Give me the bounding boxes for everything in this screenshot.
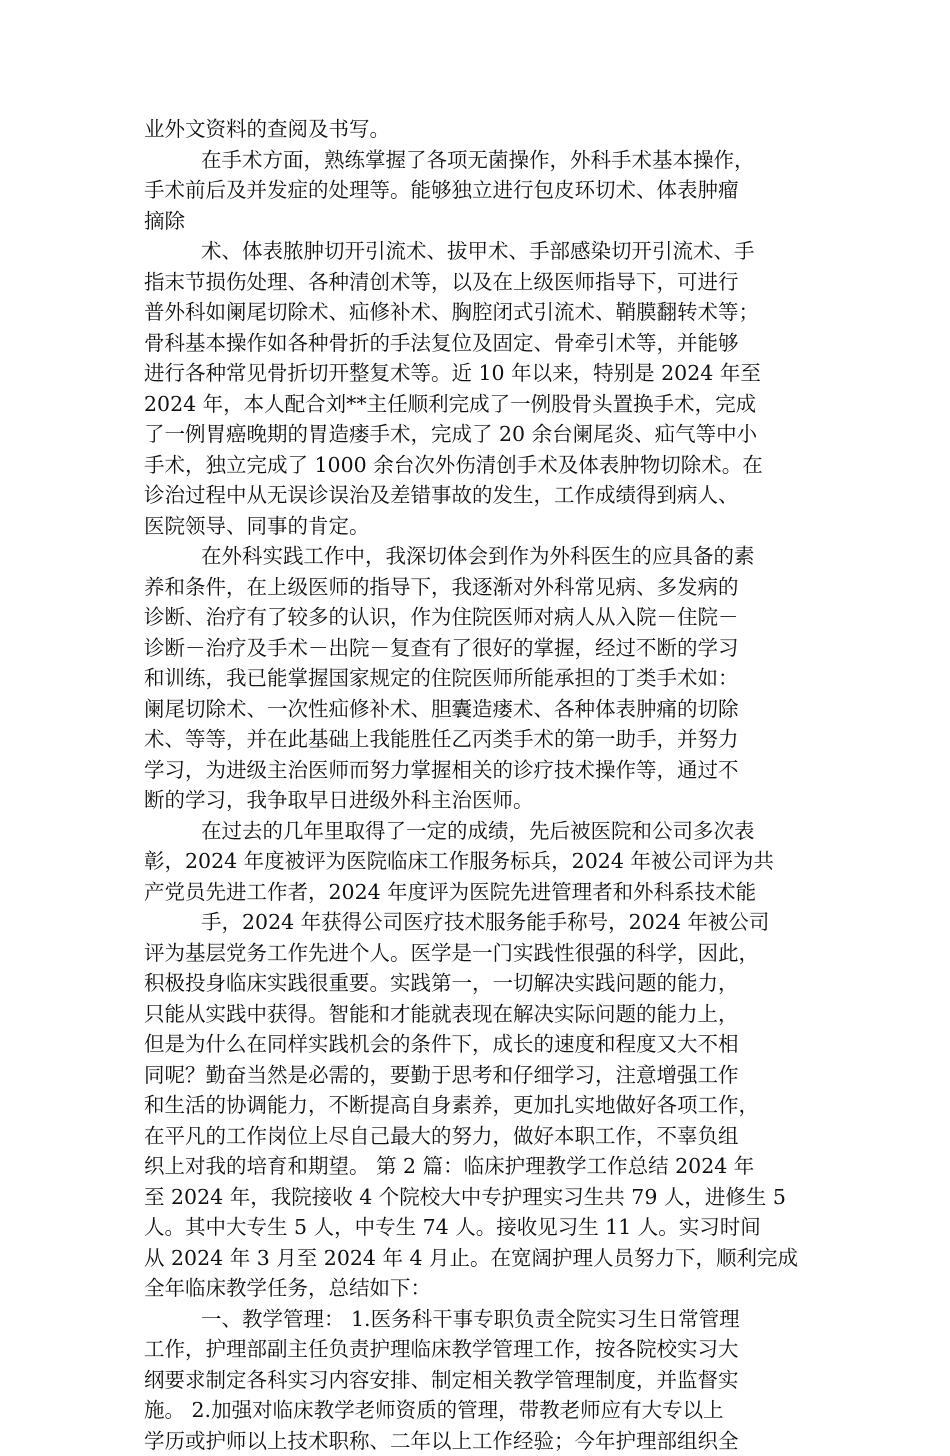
text-line: 养和条件，在上级医师的指导下，我逐渐对外科常见病、多发病的 xyxy=(144,572,814,603)
text-line: 手术前后及并发症的处理等。能够独立进行包皮环切术、体表肿瘤 xyxy=(144,175,814,206)
text-line: 了一例胃癌晚期的胃造瘘手术，完成了 20 余台阑尾炎、疝气等中小 xyxy=(144,419,814,450)
text-line: 织上对我的培育和期望。 第 2 篇：临床护理教学工作总结 2024 年 xyxy=(144,1151,814,1182)
text-line: 骨科基本操作如各种骨折的手法复位及固定、骨牵引术等，并能够 xyxy=(144,328,814,359)
text-line: 诊断、治疗有了较多的认识，作为住院医师对病人从入院－住院－ xyxy=(144,602,814,633)
text-line: 从 2024 年 3 月至 2024 年 4 月止。在宽阔护理人员努力下，顺利完成 xyxy=(144,1243,814,1274)
text-line: 同呢？勤奋当然是必需的，要勤于思考和仔细学习，注意增强工作 xyxy=(144,1060,814,1091)
text-line: 手术，独立完成了 1000 余台次外伤清创手术及体表肿物切除术。在 xyxy=(144,450,814,481)
text-line: 在过去的几年里取得了一定的成绩，先后被医院和公司多次表 xyxy=(144,816,814,847)
text-line: 彰，2024 年度被评为医院临床工作服务标兵，2024 年被公司评为共 xyxy=(144,846,814,877)
text-line: 但是为什么在同样实践机会的条件下，成长的速度和程度又大不相 xyxy=(144,1029,814,1060)
text-line: 产党员先进工作者，2024 年度评为医院先进管理者和外科系技术能 xyxy=(144,877,814,908)
text-line: 在平凡的工作岗位上尽自己最大的努力，做好本职工作，不辜负组 xyxy=(144,1121,814,1152)
text-line: 和生活的协调能力，不断提高自身素养，更加扎实地做好各项工作， xyxy=(144,1090,814,1121)
text-line: 普外科如阑尾切除术、疝修补术、胸腔闭式引流术、鞘膜翻转术等； xyxy=(144,297,814,328)
text-line: 进行各种常见骨折切开整复术等。近 10 年以来，特别是 2024 年至 xyxy=(144,358,814,389)
text-line: 2024 年，本人配合刘**主任顺利完成了一例股骨头置换手术，完成 xyxy=(144,389,814,420)
text-line: 诊断－治疗及手术－出院－复查有了很好的掌握，经过不断的学习 xyxy=(144,633,814,664)
text-line: 一、教学管理： 1.医务科干事专职负责全院实习生日常管理 xyxy=(144,1304,814,1335)
text-line: 术、等等，并在此基础上我能胜任乙丙类手术的第一助手，并努力 xyxy=(144,724,814,755)
text-line: 术、体表脓肿切开引流术、拔甲术、手部感染切开引流术、手 xyxy=(144,236,814,267)
text-line: 阑尾切除术、一次性疝修补术、胆囊造瘘术、各种体表肿痛的切除 xyxy=(144,694,814,725)
text-line: 积极投身临床实践很重要。实践第一，一切解决实践问题的能力， xyxy=(144,968,814,999)
text-line: 学习，为进级主治医师而努力掌握相关的诊疗技术操作等，通过不 xyxy=(144,755,814,786)
text-line: 手，2024 年获得公司医疗技术服务能手称号，2024 年被公司 xyxy=(144,907,814,938)
text-line: 人。其中大专生 5 人，中专生 74 人。接收见习生 11 人。实习时间 xyxy=(144,1212,814,1243)
text-line: 学历或护师以上技术职称、二年以上工作经验；今年护理部组织全 xyxy=(144,1426,814,1456)
text-line: 只能从实践中获得。智能和才能就表现在解决实际问题的能力上， xyxy=(144,999,814,1030)
text-line: 摘除 xyxy=(144,206,814,237)
text-line: 指末节损伤处理、各种清创术等，以及在上级医师指导下，可进行 xyxy=(144,267,814,298)
text-line: 工作，护理部副主任负责护理临床教学管理工作，按各院校实习大 xyxy=(144,1334,814,1365)
text-line: 评为基层党务工作先进个人。医学是一门实践性很强的科学，因此， xyxy=(144,938,814,969)
text-line: 在外科实践工作中，我深切体会到作为外科医生的应具备的素 xyxy=(144,541,814,572)
text-line: 诊治过程中从无误诊误治及差错事故的发生，工作成绩得到病人、 xyxy=(144,480,814,511)
text-line: 在手术方面，熟练掌握了各项无菌操作，外科手术基本操作， xyxy=(144,145,814,176)
text-line: 和训练，我已能掌握国家规定的住院医师所能承担的丁类手术如： xyxy=(144,663,814,694)
document-body xyxy=(144,114,814,1456)
text-line: 施。 2.加强对临床教学老师资质的管理，带教老师应有大专以上 xyxy=(144,1395,814,1426)
text-line: 至 2024 年，我院接收 4 个院校大中专护理实习生共 79 人，进修生 5 xyxy=(144,1182,814,1213)
text-line: 全年临床教学任务，总结如下： xyxy=(144,1273,814,1304)
text-line: 断的学习，我争取早日进级外科主治医师。 xyxy=(144,785,814,816)
text-line: 业外文资料的查阅及书写。 xyxy=(144,114,814,145)
text-line: 纲要求制定各科实习内容安排、制定相关教学管理制度，并监督实 xyxy=(144,1365,814,1396)
text-line: 医院领导、同事的肯定。 xyxy=(144,511,814,542)
